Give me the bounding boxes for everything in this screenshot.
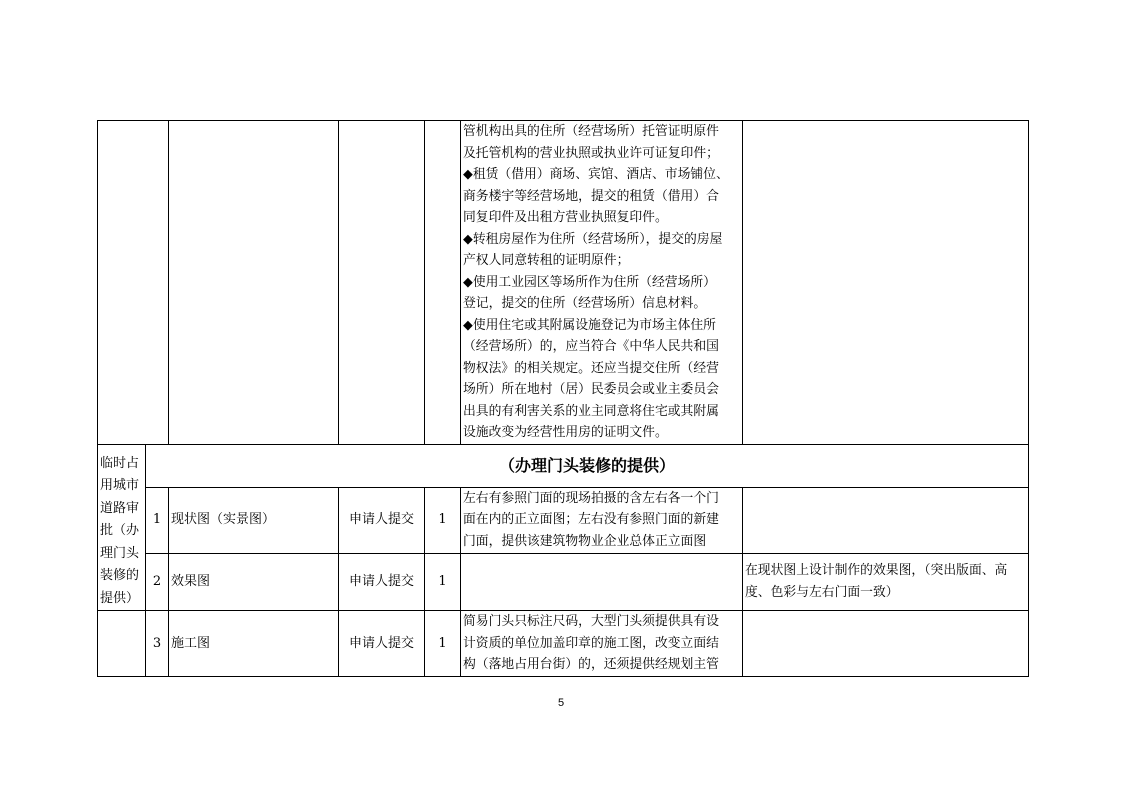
page-number: 5	[557, 697, 565, 709]
requirement-line: 及托管机构的营业执照或执业许可证复印件；	[463, 145, 719, 161]
copies: 1	[425, 553, 461, 610]
requirements-cell	[461, 487, 743, 553]
requirement-line: 门面，提供该建筑物物业企业总体正立面图	[463, 533, 707, 549]
material-name: 现状图（实景图）	[169, 487, 339, 553]
notes-cell	[743, 121, 1029, 445]
category-line: 理门头	[100, 545, 140, 561]
table-row	[98, 553, 1029, 610]
notes-cell	[743, 553, 1029, 610]
requirement-line: 产权人同意转租的证明原件；	[463, 253, 630, 268]
note-line: 度、色彩与左右门面一致）	[745, 584, 899, 600]
copies: 1	[425, 611, 461, 677]
category-cell	[98, 444, 146, 611]
requirement-line: 出具的有利害关系的业主同意将住宅或其附属	[463, 403, 719, 419]
category-line: 临时占	[100, 455, 140, 471]
material-name: 施工图	[169, 611, 339, 677]
requirement-line: ◆使用工业园区等场所作为住所（经营场所）	[463, 274, 716, 290]
requirement-line: ◆转租房屋作为住所（经营场所），提交的房屋	[463, 231, 723, 247]
requirement-line: 同复印件及出租方营业执照复印件。	[463, 210, 668, 225]
requirement-line: 左右有参照门面的现场拍摄的含左右各一个门	[463, 490, 719, 506]
category-line: 用城市	[100, 478, 140, 493]
notes-cell	[743, 487, 1029, 553]
material-source: 申请人提交	[339, 611, 425, 677]
section-header: （办理门头装修的提供）	[146, 444, 1029, 487]
requirements-cell	[461, 121, 743, 445]
note-line: 在现状图上设计制作的效果图，（突出版面、高	[745, 563, 1008, 579]
requirement-line: 设施改变为经营性用房的证明文件。	[463, 425, 668, 440]
category-line: 批（办	[100, 523, 140, 538]
row-number: 2	[146, 553, 169, 610]
category-line: 道路审	[100, 500, 140, 516]
category-cell-empty	[98, 611, 146, 677]
category-line: 装修的	[100, 568, 140, 583]
requirement-line: ◆租赁（借用）商场、宾馆、酒店、市场铺位、	[463, 167, 729, 182]
requirement-line: 构（落地占用台街）的，还须提供经规划主管	[463, 657, 719, 672]
category-line: 提供）	[100, 590, 140, 606]
row-number: 1	[146, 487, 169, 553]
requirement-line: ◆使用住宅或其附属设施登记为市场主体住所	[463, 317, 716, 333]
material-name-cell	[169, 121, 339, 445]
requirement-line: 商务楼宇等经营场地，提交的租赁（借用）合	[463, 188, 719, 204]
material-source: 申请人提交	[339, 487, 425, 553]
table-row	[98, 444, 1029, 487]
copies-cell	[425, 121, 461, 445]
requirement-line: 管机构出具的住所（经营场所）托管证明原件	[463, 124, 719, 139]
requirement-line: 登记，提交的住所（经营场所）信息材料。	[463, 296, 707, 311]
material-source: 申请人提交	[339, 553, 425, 610]
requirement-line: 面在内的正立面图；左右没有参照门面的新建	[463, 512, 719, 528]
copies: 1	[425, 487, 461, 553]
requirement-line: 简易门头只标注尺码，大型门头须提供具有设	[463, 614, 719, 629]
requirement-line: 物权法》的相关规定。还应当提交住所（经营	[463, 360, 719, 376]
requirement-line: 场所）所在地村（居）民委员会或业主委员会	[463, 382, 719, 397]
material-name: 效果图	[169, 553, 339, 610]
materials-table	[97, 120, 1029, 677]
material-source-cell	[339, 121, 425, 445]
category-cell-empty	[98, 121, 169, 445]
requirement-line: （经营场所）的，应当符合《中华人民共和国	[463, 339, 719, 354]
requirements-cell	[461, 553, 743, 610]
notes-cell	[743, 611, 1029, 677]
requirements-cell	[461, 611, 743, 677]
table-row	[98, 487, 1029, 553]
row-number: 3	[146, 611, 169, 677]
requirement-line: 计资质的单位加盖印章的施工图，改变立面结	[463, 635, 719, 651]
table-row	[98, 121, 1029, 445]
table-row	[98, 611, 1029, 677]
